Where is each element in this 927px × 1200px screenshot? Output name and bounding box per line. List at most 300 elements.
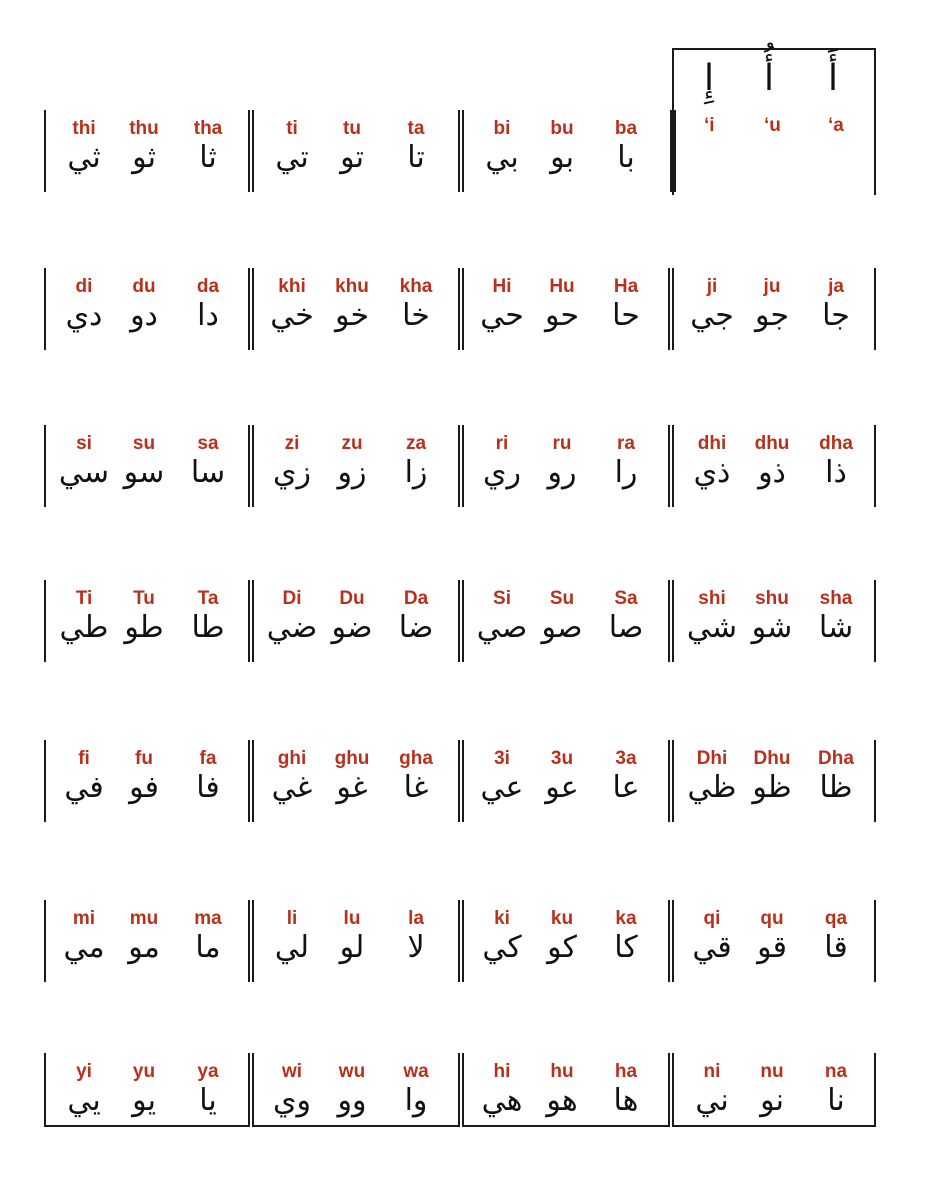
arabic-syllable: وي — [273, 1083, 311, 1118]
translit-label: mu — [129, 908, 159, 929]
translit-label: sa — [197, 433, 219, 454]
cell-divider — [672, 1053, 674, 1127]
syllable-cell — [252, 580, 458, 662]
arabic-syllable: را — [614, 455, 638, 490]
translit-label: qa — [824, 908, 848, 929]
hamza-translit: ‘i — [704, 115, 715, 136]
arabic-syllable: دو — [130, 298, 158, 333]
translit-label: ha — [614, 1061, 638, 1082]
translit-label: thi — [72, 118, 96, 139]
translit-label: qu — [760, 908, 784, 929]
arabic-syllable: قي — [692, 930, 732, 965]
arabic-syllable: تي — [275, 140, 309, 175]
syllable-cell — [462, 740, 668, 822]
transliteration-row — [462, 433, 668, 455]
cell-divider — [458, 268, 460, 350]
translit-label: ba — [614, 118, 638, 139]
translit-label: ju — [763, 276, 781, 297]
cell-divider — [458, 580, 460, 662]
syllable-cell — [462, 425, 668, 507]
translit-label: gha — [399, 748, 433, 769]
translit-label: Hi — [492, 276, 512, 297]
syllable-cell — [462, 900, 668, 982]
cell-divider — [252, 268, 254, 350]
arabic-row — [44, 1083, 250, 1127]
arabic-syllable: رو — [547, 455, 577, 490]
arabic-syllable: عي — [480, 770, 524, 805]
translit-label: si — [76, 433, 92, 454]
hamza-letter: أَ — [828, 58, 839, 99]
syllable-cell — [672, 268, 878, 350]
arabic-syllable: وا — [404, 1083, 428, 1118]
arabic-syllable: لو — [339, 930, 365, 965]
arabic-row — [252, 298, 458, 342]
arabic-syllable: هي — [481, 1083, 523, 1118]
transliteration-row — [462, 118, 668, 140]
translit-label: shu — [755, 588, 789, 609]
translit-label: zu — [341, 433, 363, 454]
syllable-cell — [672, 425, 878, 507]
transliteration-row — [462, 276, 668, 298]
chart-row — [44, 580, 876, 662]
translit-label: bu — [550, 118, 574, 139]
translit-label: na — [824, 1061, 848, 1082]
translit-label: Sa — [614, 588, 638, 609]
transliteration-row — [672, 276, 878, 298]
translit-label: kha — [399, 276, 433, 297]
syllable-cell — [252, 740, 458, 822]
cell-divider — [44, 900, 46, 982]
arabic-syllable: غي — [271, 770, 313, 805]
syllable-cell — [462, 1053, 668, 1127]
syllable-cell — [252, 900, 458, 982]
arabic-syllable: خي — [270, 298, 314, 333]
cell-divider — [458, 425, 460, 507]
arabic-syllable: قو — [757, 930, 787, 965]
translit-label: 3i — [494, 748, 510, 769]
cell-divider — [462, 580, 464, 662]
cell-divider — [44, 1053, 46, 1127]
cell-divider — [874, 900, 876, 982]
syllable-cell — [462, 110, 668, 192]
arabic-syllable: صي — [476, 610, 528, 645]
arabic-syllable: دا — [197, 298, 219, 333]
arabic-syllable: ضو — [331, 610, 373, 645]
syllable-cell — [44, 740, 250, 822]
translit-label: 3u — [550, 748, 574, 769]
arabic-syllable: نا — [827, 1083, 845, 1118]
arabic-syllable: يو — [132, 1083, 156, 1118]
arabic-syllable: سا — [190, 455, 226, 490]
cell-divider — [668, 900, 670, 982]
translit-label: zi — [284, 433, 300, 454]
transliteration-row — [44, 276, 250, 298]
arabic-row — [462, 930, 668, 974]
syllable-cell — [44, 425, 250, 507]
arabic-syllable: لي — [274, 930, 310, 965]
translit-label: khu — [335, 276, 369, 297]
arabic-syllable: فو — [129, 770, 159, 805]
arabic-syllable: قا — [824, 930, 848, 965]
arabic-syllable: شي — [686, 610, 738, 645]
arabic-syllable: سو — [123, 455, 165, 490]
translit-label: la — [408, 908, 424, 929]
cell-divider — [672, 580, 674, 662]
translit-label: shi — [698, 588, 726, 609]
syllable-cell — [672, 740, 878, 822]
cell-divider — [672, 740, 674, 822]
translit-label: tha — [193, 118, 223, 139]
arabic-row — [672, 1083, 878, 1127]
arabic-syllable: جو — [754, 298, 790, 333]
arabic-syllable: طي — [59, 610, 109, 645]
cell-divider — [458, 740, 460, 822]
cell-divider — [668, 425, 670, 507]
transliteration-row — [252, 276, 458, 298]
arabic-syllable: ذا — [825, 455, 847, 490]
transliteration-row — [44, 588, 250, 610]
translit-label: fi — [78, 748, 90, 769]
cell-divider — [462, 268, 464, 350]
cell-divider — [252, 425, 254, 507]
transliteration-row — [672, 908, 878, 930]
translit-label: khi — [278, 276, 306, 297]
cell-divider — [874, 425, 876, 507]
arabic-syllable: مو — [128, 930, 160, 965]
cell-divider — [672, 900, 674, 982]
arabic-syllable: سي — [58, 455, 110, 490]
arabic-syllable: عو — [545, 770, 579, 805]
arabic-row — [462, 298, 668, 342]
cell-divider — [668, 580, 670, 662]
translit-label: Dhi — [696, 748, 728, 769]
arabic-row — [462, 610, 668, 654]
arabic-syllable: فا — [196, 770, 220, 805]
translit-label: Da — [403, 588, 429, 609]
cell-divider — [248, 900, 250, 982]
arabic-row — [44, 455, 250, 499]
transliteration-row — [252, 118, 458, 140]
translit-label: ma — [194, 908, 222, 929]
cell-divider — [462, 740, 464, 822]
cell-divider — [44, 110, 46, 192]
transliteration-row — [672, 1061, 878, 1083]
transliteration-row — [672, 433, 878, 455]
translit-label: hi — [493, 1061, 511, 1082]
cell-bottom-border — [672, 1125, 876, 1127]
transliteration-row — [44, 748, 250, 770]
cell-bottom-border — [252, 1125, 458, 1127]
arabic-syllable: غا — [403, 770, 429, 805]
translit-label: Tu — [133, 588, 155, 609]
translit-label: li — [286, 908, 298, 929]
hamza-letter: إِ — [704, 58, 715, 99]
cell-divider — [248, 740, 250, 822]
arabic-syllable: يي — [67, 1083, 101, 1118]
translit-label: Hu — [549, 276, 575, 297]
translit-label: ri — [495, 433, 509, 454]
translit-label: ku — [550, 908, 574, 929]
translit-label: dhu — [754, 433, 790, 454]
arabic-syllable: ما — [195, 930, 221, 965]
cell-divider — [462, 1053, 464, 1127]
translit-label: wu — [338, 1061, 366, 1082]
translit-label: ra — [617, 433, 635, 454]
syllable-cell — [252, 110, 458, 192]
arabic-syllable: جا — [822, 298, 850, 333]
cell-divider — [462, 110, 464, 192]
arabic-syllable: بو — [550, 140, 574, 175]
cell-divider — [252, 580, 254, 662]
arabic-syllable: با — [617, 140, 635, 175]
arabic-syllable: ظو — [752, 770, 792, 805]
arabic-row — [672, 610, 878, 654]
cell-divider — [252, 110, 254, 192]
chart-row — [44, 740, 876, 822]
translit-label: Ta — [197, 588, 219, 609]
translit-label: ni — [703, 1061, 721, 1082]
chart-row — [44, 425, 876, 507]
arabic-syllable: بي — [485, 140, 519, 175]
translit-label: wi — [281, 1061, 303, 1082]
arabic-syllable: كا — [614, 930, 638, 965]
chart-row — [44, 268, 876, 350]
arabic-syllable: ظا — [819, 770, 853, 805]
transliteration-row — [462, 748, 668, 770]
cell-divider — [672, 425, 674, 507]
translit-label: mi — [72, 908, 96, 929]
syllable-cell — [44, 1053, 250, 1127]
arabic-syllable: عا — [612, 770, 640, 805]
cell-divider — [668, 1053, 670, 1127]
syllable-cell — [672, 1053, 878, 1127]
arabic-row — [672, 930, 878, 974]
translit-label: thu — [129, 118, 159, 139]
syllable-cell — [44, 580, 250, 662]
cell-bottom-border — [44, 1125, 248, 1127]
translit-label: ka — [615, 908, 637, 929]
translit-label: di — [75, 276, 93, 297]
cell-divider — [44, 425, 46, 507]
arabic-syllable: ضي — [266, 610, 318, 645]
arabic-syllable: ري — [483, 455, 521, 490]
cell-bottom-border — [462, 1125, 668, 1127]
syllable-cell — [44, 268, 250, 350]
cell-divider — [874, 268, 876, 350]
transliteration-row — [44, 433, 250, 455]
translit-label: da — [196, 276, 220, 297]
translit-label: lu — [343, 908, 361, 929]
syllable-cell — [252, 425, 458, 507]
arabic-syllable: خو — [334, 298, 370, 333]
transliteration-row — [672, 588, 878, 610]
arabic-syllable: ذي — [693, 455, 731, 490]
cell-divider — [248, 110, 250, 192]
arabic-row — [462, 455, 668, 499]
arabic-row — [252, 140, 458, 184]
cell-divider — [248, 580, 250, 662]
translit-label: dhi — [697, 433, 727, 454]
arabic-syllable: زو — [337, 455, 367, 490]
arabic-row — [44, 298, 250, 342]
translit-label: fa — [199, 748, 217, 769]
cell-divider — [668, 268, 670, 350]
syllable-cell — [252, 1053, 458, 1127]
arabic-syllable: صو — [541, 610, 583, 645]
translit-label: Ha — [613, 276, 639, 297]
arabic-syllable: طا — [191, 610, 225, 645]
cell-divider — [874, 1053, 876, 1127]
cell-divider — [252, 740, 254, 822]
cell-divider — [458, 110, 460, 192]
cell-divider — [44, 268, 46, 350]
arabic-syllable: شا — [818, 610, 854, 645]
cell-divider — [44, 740, 46, 822]
translit-label: ki — [494, 908, 510, 929]
hamza-translit: ‘a — [828, 115, 844, 136]
arabic-syllable: ذو — [758, 455, 786, 490]
hamza-translit: ‘u — [764, 115, 781, 136]
translit-label: ja — [828, 276, 844, 297]
arabic-syllable: زا — [404, 455, 428, 490]
arabic-syllable: خا — [402, 298, 430, 333]
translit-label: Su — [549, 588, 575, 609]
arabic-syllable: حا — [612, 298, 640, 333]
arabic-syllable: جي — [690, 298, 734, 333]
cell-divider — [248, 268, 250, 350]
cell-divider — [252, 900, 254, 982]
translit-label: ghi — [277, 748, 307, 769]
transliteration-row — [462, 908, 668, 930]
transliteration-row — [44, 118, 250, 140]
transliteration-row — [462, 588, 668, 610]
arabic-row — [44, 610, 250, 654]
syllable-cell — [44, 900, 250, 982]
translit-label: sha — [819, 588, 853, 609]
transliteration-row — [44, 908, 250, 930]
arabic-syllable: صا — [608, 610, 644, 645]
arabic-syllable: شو — [751, 610, 793, 645]
translit-label: hu — [550, 1061, 574, 1082]
arabic-syllable: يا — [199, 1083, 217, 1118]
arabic-syllable: كو — [547, 930, 577, 965]
transliteration-row — [252, 588, 458, 610]
arabic-syllable: لا — [407, 930, 425, 965]
cell-divider — [458, 900, 460, 982]
syllable-cell — [672, 900, 878, 982]
cell-divider — [248, 1053, 250, 1127]
arabic-row — [672, 770, 878, 814]
arabic-syllable: في — [64, 770, 104, 805]
translit-label: ta — [407, 118, 425, 139]
cell-divider — [252, 1053, 254, 1127]
arabic-row — [252, 930, 458, 974]
translit-label: dha — [819, 433, 853, 454]
cell-divider — [668, 740, 670, 822]
cell-divider — [458, 1053, 460, 1127]
translit-label: yi — [76, 1061, 92, 1082]
transliteration-row — [252, 908, 458, 930]
arabic-syllable: تا — [407, 140, 425, 175]
arabic-syllable: ني — [695, 1083, 729, 1118]
arabic-syllable: زي — [273, 455, 311, 490]
cell-divider — [874, 740, 876, 822]
arabic-syllable: هو — [546, 1083, 578, 1118]
transliteration-row — [252, 748, 458, 770]
arabic-row — [462, 1083, 668, 1127]
translit-label: ghu — [334, 748, 370, 769]
transliteration-row — [252, 433, 458, 455]
cell-divider — [672, 268, 674, 350]
arabic-syllable: ثو — [132, 140, 156, 175]
arabic-syllable: ثي — [67, 140, 101, 175]
arabic-syllable: ظي — [687, 770, 737, 805]
arabic-row — [672, 455, 878, 499]
translit-label: Di — [282, 588, 302, 609]
chart-row — [44, 1053, 876, 1127]
translit-label: yu — [132, 1061, 156, 1082]
translit-label: ya — [197, 1061, 219, 1082]
syllable-cell — [252, 268, 458, 350]
translit-label: qi — [703, 908, 721, 929]
arabic-syllable: حو — [544, 298, 580, 333]
arabic-syllable: وو — [337, 1083, 367, 1118]
arabic-syllable: تو — [340, 140, 364, 175]
syllable-cell — [462, 580, 668, 662]
syllable-cell — [462, 268, 668, 350]
arabic-syllable: نو — [760, 1083, 784, 1118]
cell-divider — [248, 425, 250, 507]
translit-label: Ti — [75, 588, 93, 609]
translit-label: nu — [760, 1061, 784, 1082]
translit-label: Du — [339, 588, 365, 609]
syllable-cell — [672, 580, 878, 662]
arabic-syllable: طو — [124, 610, 164, 645]
arabic-row — [252, 610, 458, 654]
arabic-syllable: ها — [613, 1083, 639, 1118]
arabic-syllable: غو — [336, 770, 368, 805]
arabic-row — [462, 770, 668, 814]
arabic-row — [44, 770, 250, 814]
translit-label: ru — [552, 433, 572, 454]
translit-label: 3a — [615, 748, 637, 769]
transliteration-row — [252, 1061, 458, 1083]
arabic-row — [672, 298, 878, 342]
arabic-row — [252, 1083, 458, 1127]
arabic-syllable: مي — [63, 930, 105, 965]
arabic-syllable: ضا — [398, 610, 434, 645]
arabic-syllable: حي — [480, 298, 524, 333]
chart-row — [44, 900, 876, 982]
arabic-row — [252, 455, 458, 499]
transliteration-row — [462, 1061, 668, 1083]
translit-label: Dhu — [753, 748, 791, 769]
translit-label: Si — [493, 588, 511, 609]
translit-label: bi — [493, 118, 511, 139]
transliteration-row — [44, 1061, 250, 1083]
arabic-row — [44, 140, 250, 184]
translit-label: ji — [706, 276, 718, 297]
translit-label: du — [132, 276, 156, 297]
translit-label: Dha — [818, 748, 854, 769]
arabic-syllable: كي — [482, 930, 522, 965]
cell-divider — [874, 580, 876, 662]
cell-divider — [462, 425, 464, 507]
arabic-row — [44, 930, 250, 974]
arabic-syllable: دي — [65, 298, 103, 333]
arabic-row — [462, 140, 668, 184]
syllable-cell — [44, 110, 250, 192]
